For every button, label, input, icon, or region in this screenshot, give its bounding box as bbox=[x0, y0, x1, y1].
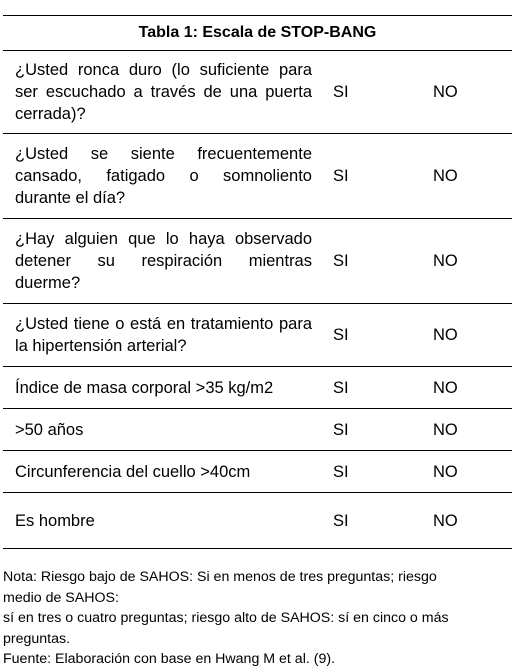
table-row bbox=[3, 134, 512, 219]
stop-bang-table bbox=[3, 15, 512, 549]
note-line: sí en tres o cuatro preguntas; riesgo alto de SAHOS: sí en cinco o más bbox=[3, 610, 449, 626]
yes-cell: SI bbox=[333, 167, 349, 185]
question-cell: Es hombre bbox=[15, 511, 95, 530]
no-cell: NO bbox=[433, 511, 458, 530]
no-cell: NO bbox=[433, 83, 458, 101]
table-row bbox=[3, 219, 512, 304]
question-cell: ¿Usted se siente frecuentemente cansado, fatigado o somnoliento durante el día? bbox=[15, 145, 312, 207]
question-cell: ¿Hay alguien que lo haya observado detener su respiración mientras duerme? bbox=[15, 230, 312, 292]
yes-cell: SI bbox=[333, 462, 349, 481]
yes-cell: SI bbox=[333, 252, 349, 270]
yes-cell: SI bbox=[333, 420, 349, 439]
table-row bbox=[3, 304, 512, 367]
yes-cell: SI bbox=[333, 326, 349, 344]
question-cell: Circunferencia del cuello >40cm bbox=[15, 462, 251, 481]
table-row bbox=[3, 51, 512, 134]
no-cell: NO bbox=[433, 420, 458, 439]
no-cell: NO bbox=[433, 462, 458, 481]
table-title: Tabla 1: Escala de STOP-BANG bbox=[3, 15, 512, 51]
question-cell: ¿Usted tiene o está en tratamiento para la hipertensión arterial? bbox=[15, 315, 312, 355]
no-cell: NO bbox=[433, 252, 458, 270]
table-row bbox=[3, 367, 512, 409]
no-cell: NO bbox=[433, 167, 458, 185]
question-cell: >50 años bbox=[15, 420, 84, 439]
table-row bbox=[3, 451, 512, 493]
table-row bbox=[3, 409, 512, 451]
table-note bbox=[3, 567, 515, 670]
question-cell: Índice de masa corporal >35 kg/m2 bbox=[15, 378, 274, 397]
yes-cell: SI bbox=[333, 378, 349, 397]
table-row bbox=[3, 493, 512, 549]
yes-cell: SI bbox=[333, 83, 349, 101]
source-line: Fuente: Elaboración con base en Hwang M et al. (9). bbox=[3, 651, 336, 667]
no-cell: NO bbox=[433, 378, 458, 397]
note-line: Nota: Riesgo bajo de SAHOS: Si en menos de tres preguntas; riesgo bbox=[3, 569, 437, 585]
note-line: medio de SAHOS: bbox=[3, 589, 119, 606]
note-line: preguntas. bbox=[3, 630, 71, 647]
yes-cell: SI bbox=[333, 511, 349, 530]
question-cell: ¿Usted ronca duro (lo suficiente para ser escuchado a través de una puerta cerrada)? bbox=[15, 61, 312, 123]
no-cell: NO bbox=[433, 326, 458, 344]
